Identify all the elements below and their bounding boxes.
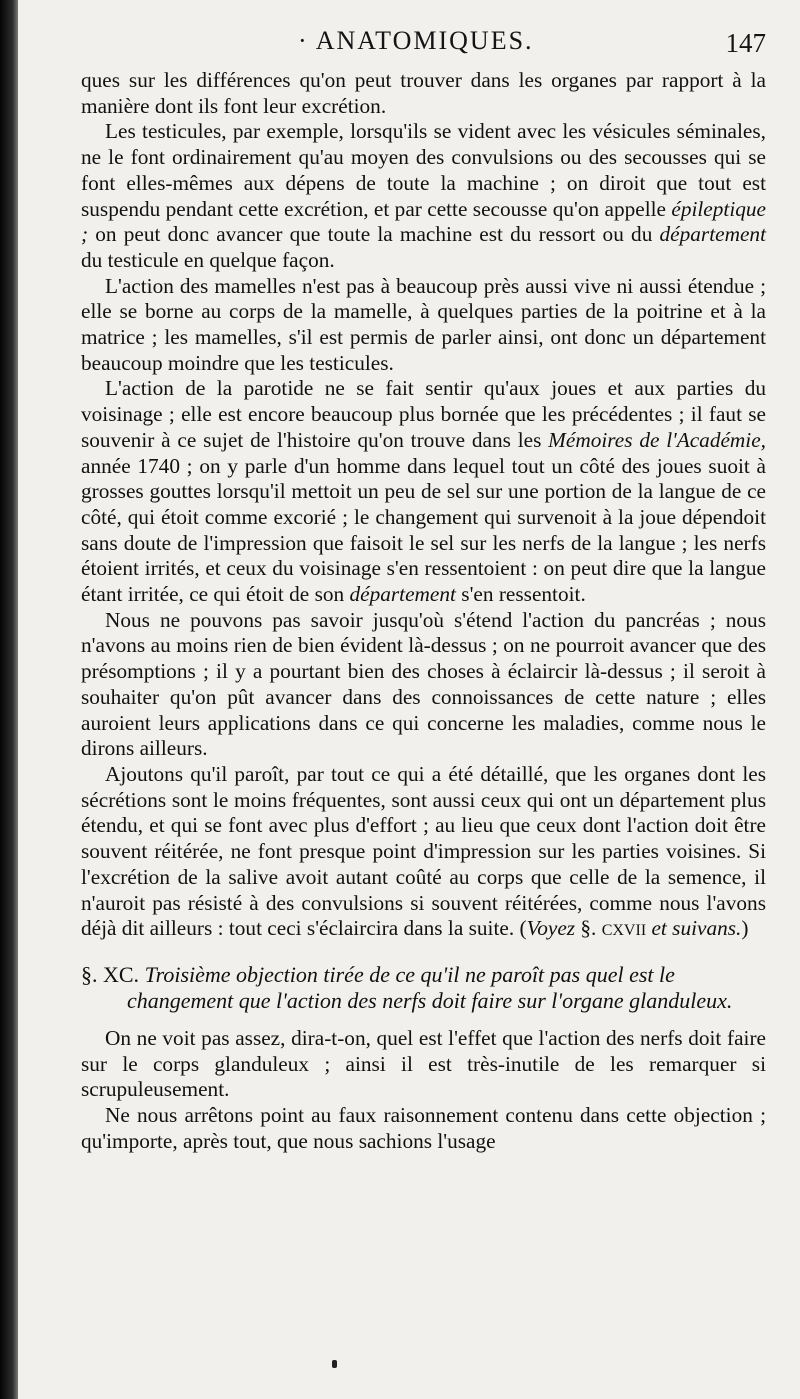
text-run: Les testicules, par exemple, lorsqu'ils se vident avec les vésicules séminales, ne le font ordinairement qu'au moyen des convulsions ou des secousses qui se font elles-mêmes aux dépens de toute la machine ; on diroit que tout est suspendu pendant cette excrétion, et par cette secousse qu'on appelle — [81, 119, 766, 221]
section-title: Troisième objection tirée de ce qu'il ne paroît pas quel est le changement que l'action des nerfs doit faire sur l'organe glanduleux. — [127, 961, 733, 1013]
text-run: ) — [741, 916, 749, 941]
paragraph-testicules — [81, 119, 766, 273]
italic-reference: et suivans. — [646, 916, 742, 941]
text-run: on peut donc avancer que toute la machine est du ressort ou du — [88, 222, 660, 247]
paragraph-pancreas: Nous ne pouvons pas savoir jusqu'où s'étend l'action du pancréas ; nous n'avons au moins rien de bien évident là-dessus ; on ne pourroit avancer que des présomptions ; il y a pourtant bien des choses à éclaircir là-dessus ; il seroit à souhaiter qu'on pût avancer dans des connoissances de cette nature ; elles auroient leurs applications dans ce qui concerne les maladies, comme nous le dirons ailleurs. — [81, 607, 766, 761]
running-title: · ANATOMIQUES. — [298, 26, 534, 55]
text-run: L'action de la parotide ne se fait sentir qu'aux joues et aux parties du voisinage ; elle est encore beaucoup plus bornée que les précédentes ; il faut se souvenir à ce sujet de l'histoire qu'on trouve dans les — [81, 376, 766, 452]
section-heading — [81, 962, 766, 1014]
paragraph-parotide — [81, 376, 766, 607]
running-header — [18, 26, 800, 66]
text-run: du testicule en quelque façon. — [81, 247, 335, 272]
paragraph-mamelles: L'action des mamelles n'est pas à beaucoup près aussi vive ni aussi étendue ; elle se borne au corps de la mamelle, à quelques parties de la poitrine et à la matrice ; les mamelles, s'il est permis de parler ainsi, ont donc un département beaucoup moindre que les testicules. — [81, 273, 766, 375]
book-page — [18, 0, 800, 1399]
page-number: 147 — [725, 28, 766, 58]
paragraph-continuation: ques sur les différences qu'on peut trouver dans les organes par rapport à la manière dont ils font leur excrétion. — [81, 68, 766, 118]
italic-citation: Mémoires de l'Académie, — [548, 427, 766, 452]
ink-speck — [332, 1360, 337, 1368]
italic-reference: Voyez — [526, 916, 576, 941]
body-text — [81, 68, 766, 1154]
drop-word: On — [105, 1025, 132, 1050]
text-run: ne voit pas assez, dira-t-on, quel est l'effet que l'action des nerfs doit faire sur le corps glanduleux ; ainsi il est très-inutile de les remarquer si scrupuleusement. — [81, 1025, 766, 1102]
book-spine-shadow — [0, 0, 18, 1399]
italic-term: épileptique ; — [81, 196, 766, 247]
section-number: §. XC. — [81, 961, 140, 987]
paragraph-ajoutons — [81, 762, 766, 944]
paragraph-objection — [81, 1026, 766, 1103]
italic-term: département — [349, 582, 456, 607]
text-run: Ajoutons qu'il paroît, par tout ce qui a été détaillé, que les organes dont les sécrétions sont le moins fréquentes, sont aussi ceux qui ont un département plus étendu, et qui se font avec plus d'effort ; au lieu que ceux dont l'action doit être souvent réitérée, ne font presque point d'impression sur les parties voisines. Si l'excrétion de la salive avoit autant coûté au corps que celle de la semence, il n'auroit pas résisté à des convulsions si souvent réitérées, comme nous l'avons déjà dit ailleurs : tout ceci s'éclaircira dans la suite. ( — [81, 761, 766, 941]
italic-term: département — [659, 222, 766, 247]
paragraph-reponse: Ne nous arrêtons point au faux raisonnement contenu dans cette objection ; qu'importe, après tout, que nous sachions l'usage — [81, 1103, 766, 1153]
text-run: s'en ressentoit. — [455, 582, 586, 607]
section-reference: CXVII — [601, 922, 647, 940]
text-run: année 1740 ; on y parle d'un homme dans lequel tout un côté des joues suoit à grosses gouttes lorsqu'il mettoit un peu de sel sur une portion de la langue de ce côté, qui étoit comme excorié ; le changement qui survenoit à la joue dépendoit sans doute de l'impression que faisoit le sel sur les nerfs de la langue ; les nerfs étoient irrités, et ceux du voisinage s'en ressentoient : on peut dire que la langue étant irritée, ce qui étoit de son — [81, 453, 766, 607]
text-run: §. — [575, 916, 602, 941]
